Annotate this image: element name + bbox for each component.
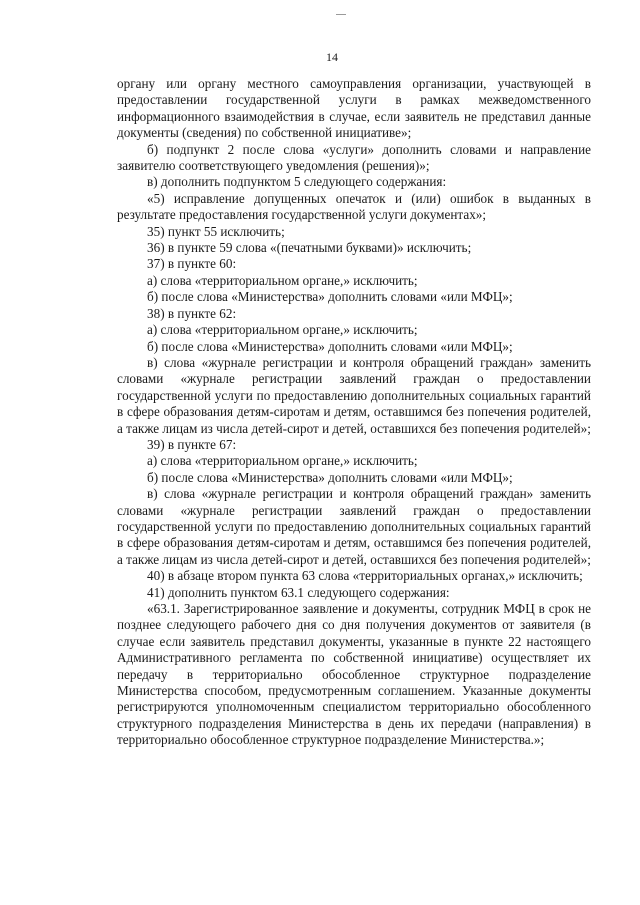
paragraph: б) после слова «Министерства» дополнить словами «или МФЦ»; — [147, 469, 513, 485]
top-mark — [336, 14, 346, 15]
paragraph: 35) пункт 55 исключить; — [147, 223, 285, 239]
paragraph: «5) исправление допущенных опечаток и (или) ошибок в выданных в результате предоставления государственной услуги документах»; — [117, 190, 591, 223]
paragraph: б) после слова «Министерства» дополнить словами «или МФЦ»; — [147, 289, 513, 305]
paragraph: в) слова «журнале регистрации и контроля обращений граждан» заменить словами «журнале регистрации заявлений граждан о предоставлении государственной услуги по предоставлению дополнительных социальных гарантий в сфере образования детям-сиротам и детям, оставшимся без попечения родителей, а также лицам из числа детей-сирот и детей, оставшихся без попечения родителей»; — [117, 354, 591, 436]
paragraph: 41) дополнить пунктом 63.1 следующего содержания: — [147, 584, 450, 600]
paragraph: 38) в пункте 62: — [147, 305, 237, 321]
paragraph: 37) в пункте 60: — [147, 256, 237, 272]
page-number: 14 — [326, 50, 338, 64]
paragraph: б) после слова «Министерства» дополнить словами «или МФЦ»; — [147, 338, 513, 354]
paragraph: в) дополнить подпунктом 5 следующего содержания: — [147, 174, 447, 190]
paragraph: в) слова «журнале регистрации и контроля обращений граждан» заменить словами «журнале регистрации заявлений граждан о предоставлении государственной услуги по предоставлению дополнительных социальных гарантий в сфере образования детям-сиротам и детям, оставшимся без попечения родителей, а также лицам из числа детей-сирот и детей, оставшихся без попечения родителей»; — [117, 486, 591, 567]
document-body — [117, 76, 591, 749]
paragraph: а) слова «территориальном органе,» исключить; — [147, 272, 418, 288]
paragraph: 39) в пункте 67: — [147, 436, 237, 452]
paragraph: 40) в абзаце втором пункта 63 слова «территориальных органах,» исключить; — [147, 568, 583, 584]
paragraph: а) слова «территориальном органе,» исключить; — [147, 322, 418, 338]
paragraph: «63.1. Зарегистрированное заявление и документы, сотрудник МФЦ в срок не позднее следующего рабочего дня со дня получения документов от заявителя (в случае если заявитель представил документы, указанные в пункте 22 настоящего Административного регламента по собственной инициативе) осуществляет их передачу в территориально обособленное структурное подразделение Министерства способом, предусмотренным соглашением. Указанные документы регистрируются уполномоченным специалистом территориально обособленного структурного подразделения Министерства в день их передачи (направления) в территориально обособленное структурное подразделение Министерства.»; — [117, 601, 591, 748]
paragraph: органу или органу местного самоуправления организации, участвующей в предоставлении государственной услуги в рамках межведомственного информационного взаимодействия в случае, если заявитель не представил данные документы (сведения) по собственной инициативе»; — [117, 76, 591, 141]
paragraph: 36) в пункте 59 слова «(печатными буквами)» исключить; — [147, 240, 472, 256]
paragraph: б) подпункт 2 после слова «услуги» дополнить словами и направление заявителю соответствующего уведомления (решения)»; — [117, 141, 591, 174]
paragraph: а) слова «территориальном органе,» исключить; — [147, 453, 418, 469]
